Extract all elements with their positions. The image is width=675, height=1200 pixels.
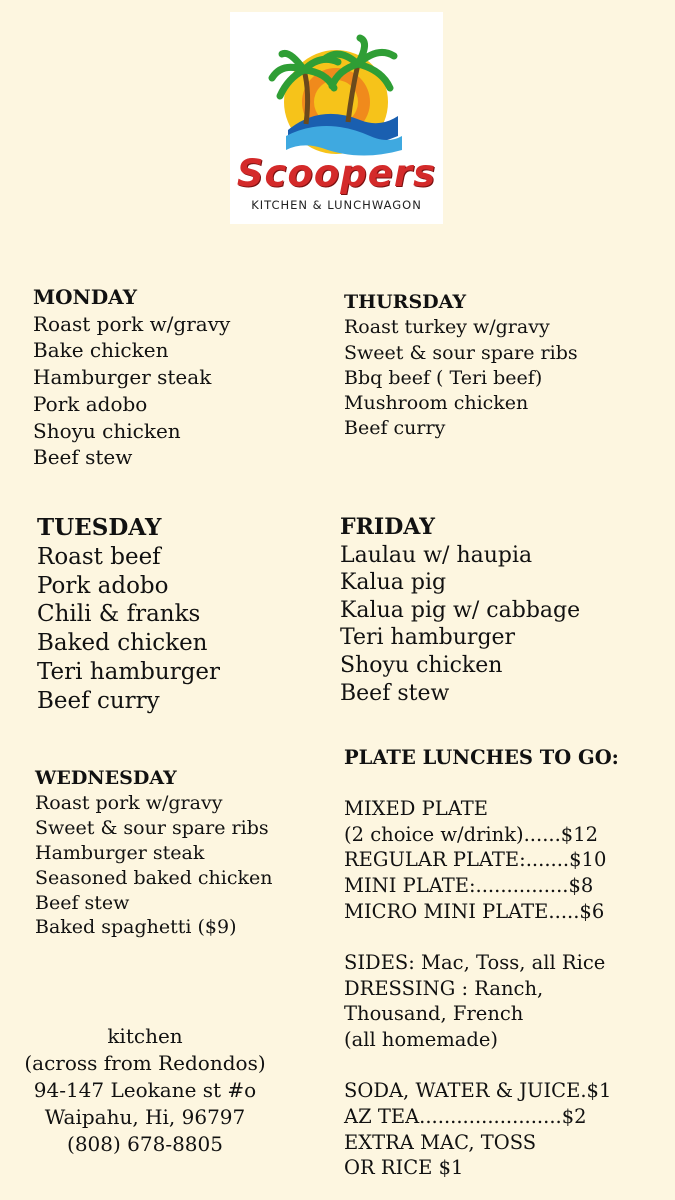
menu-item: Baked chicken <box>37 630 208 657</box>
address-line: kitchen <box>107 1024 183 1048</box>
menu-item: Shoyu chicken <box>340 652 503 678</box>
address-line: Waipahu, Hi, 96797 <box>44 1105 246 1129</box>
dressing-line: DRESSING : Ranch, <box>344 976 544 1000</box>
regular-plate-price: REGULAR PLATE:.......$10 <box>344 848 607 872</box>
menu-item: Pork adobo <box>37 572 169 599</box>
menu-item: Beef stew <box>340 680 450 706</box>
brand-tagline: KITCHEN & LUNCHWAGON <box>251 198 422 212</box>
menu-item: Bake chicken <box>33 338 169 363</box>
logo <box>230 12 443 224</box>
brand-name: Scoopers <box>236 152 437 195</box>
menu-item: Hamburger steak <box>35 841 205 864</box>
menu-item: Kalua pig <box>340 570 447 596</box>
day-title: WEDNESDAY <box>35 767 177 789</box>
menu-item: Shoyu chicken <box>33 418 181 443</box>
dressing-note: (all homemade) <box>344 1028 498 1052</box>
monday-menu <box>33 284 230 471</box>
menu-item: Hamburger steak <box>33 365 212 390</box>
menu-item: Laulau w/ haupia <box>340 542 533 568</box>
drink-price: SODA, WATER & JUICE.$1 <box>344 1078 612 1102</box>
mixed-plate-price: (2 choice w/drink)......$12 <box>344 822 599 846</box>
friday-menu <box>340 514 580 707</box>
menu-item: Beef stew <box>35 891 130 914</box>
menu-item: Roast turkey w/gravy <box>344 316 550 339</box>
address-block <box>0 1023 290 1158</box>
mini-plate-price: MINI PLATE:...............$8 <box>344 874 594 898</box>
menu-item: Teri hamburger <box>37 658 221 685</box>
menu-item: Sweet & sour spare ribs <box>344 341 578 364</box>
plate-lunch-prices <box>344 745 619 1181</box>
day-title: TUESDAY <box>37 514 162 541</box>
day-title: MONDAY <box>33 285 137 309</box>
extra-sides-price: EXTRA MAC, TOSS <box>344 1130 537 1154</box>
menu-item: Beef curry <box>344 417 446 440</box>
menu-item: Roast beef <box>37 543 161 570</box>
phone-number: (808) 678-8805 <box>67 1132 223 1156</box>
menu-item: Roast pork w/gravy <box>35 791 223 814</box>
menu-item: Kalua pig w/ cabbage <box>340 597 581 623</box>
menu-item: Sweet & sour spare ribs <box>35 816 269 839</box>
menu-item: Bbq beef ( Teri beef) <box>344 366 543 389</box>
dressing-line: Thousand, French <box>344 1002 524 1026</box>
tuesday-menu <box>37 514 220 716</box>
extra-sides-price: OR RICE $1 <box>344 1156 464 1180</box>
tea-price: AZ TEA.......................$2 <box>344 1104 587 1128</box>
menu-item: Seasoned baked chicken <box>35 866 273 889</box>
day-title: THURSDAY <box>344 291 467 313</box>
day-title: FRIDAY <box>340 514 435 540</box>
micro-mini-plate-price: MICRO MINI PLATE.....$6 <box>344 899 605 923</box>
menu-item: Pork adobo <box>33 391 148 416</box>
menu-item: Roast pork w/gravy <box>33 311 231 336</box>
address-line: (across from Redondos) <box>24 1051 266 1075</box>
menu-item: Beef curry <box>37 687 160 714</box>
menu-item: Teri hamburger <box>340 625 516 651</box>
menu-item: Chili & franks <box>37 601 201 628</box>
address-line: 94-147 Leokane st #o <box>33 1078 257 1102</box>
thursday-menu <box>344 290 578 442</box>
menu-item: Beef stew <box>33 445 133 470</box>
mixed-plate-title: MIXED PLATE <box>344 796 488 820</box>
wednesday-menu <box>35 766 273 940</box>
plates-title: PLATE LUNCHES TO GO: <box>344 746 619 769</box>
sides-line: SIDES: Mac, Toss, all Rice <box>344 950 606 974</box>
menu-item: Baked spaghetti ($9) <box>35 916 237 939</box>
menu-item: Mushroom chicken <box>344 392 529 415</box>
